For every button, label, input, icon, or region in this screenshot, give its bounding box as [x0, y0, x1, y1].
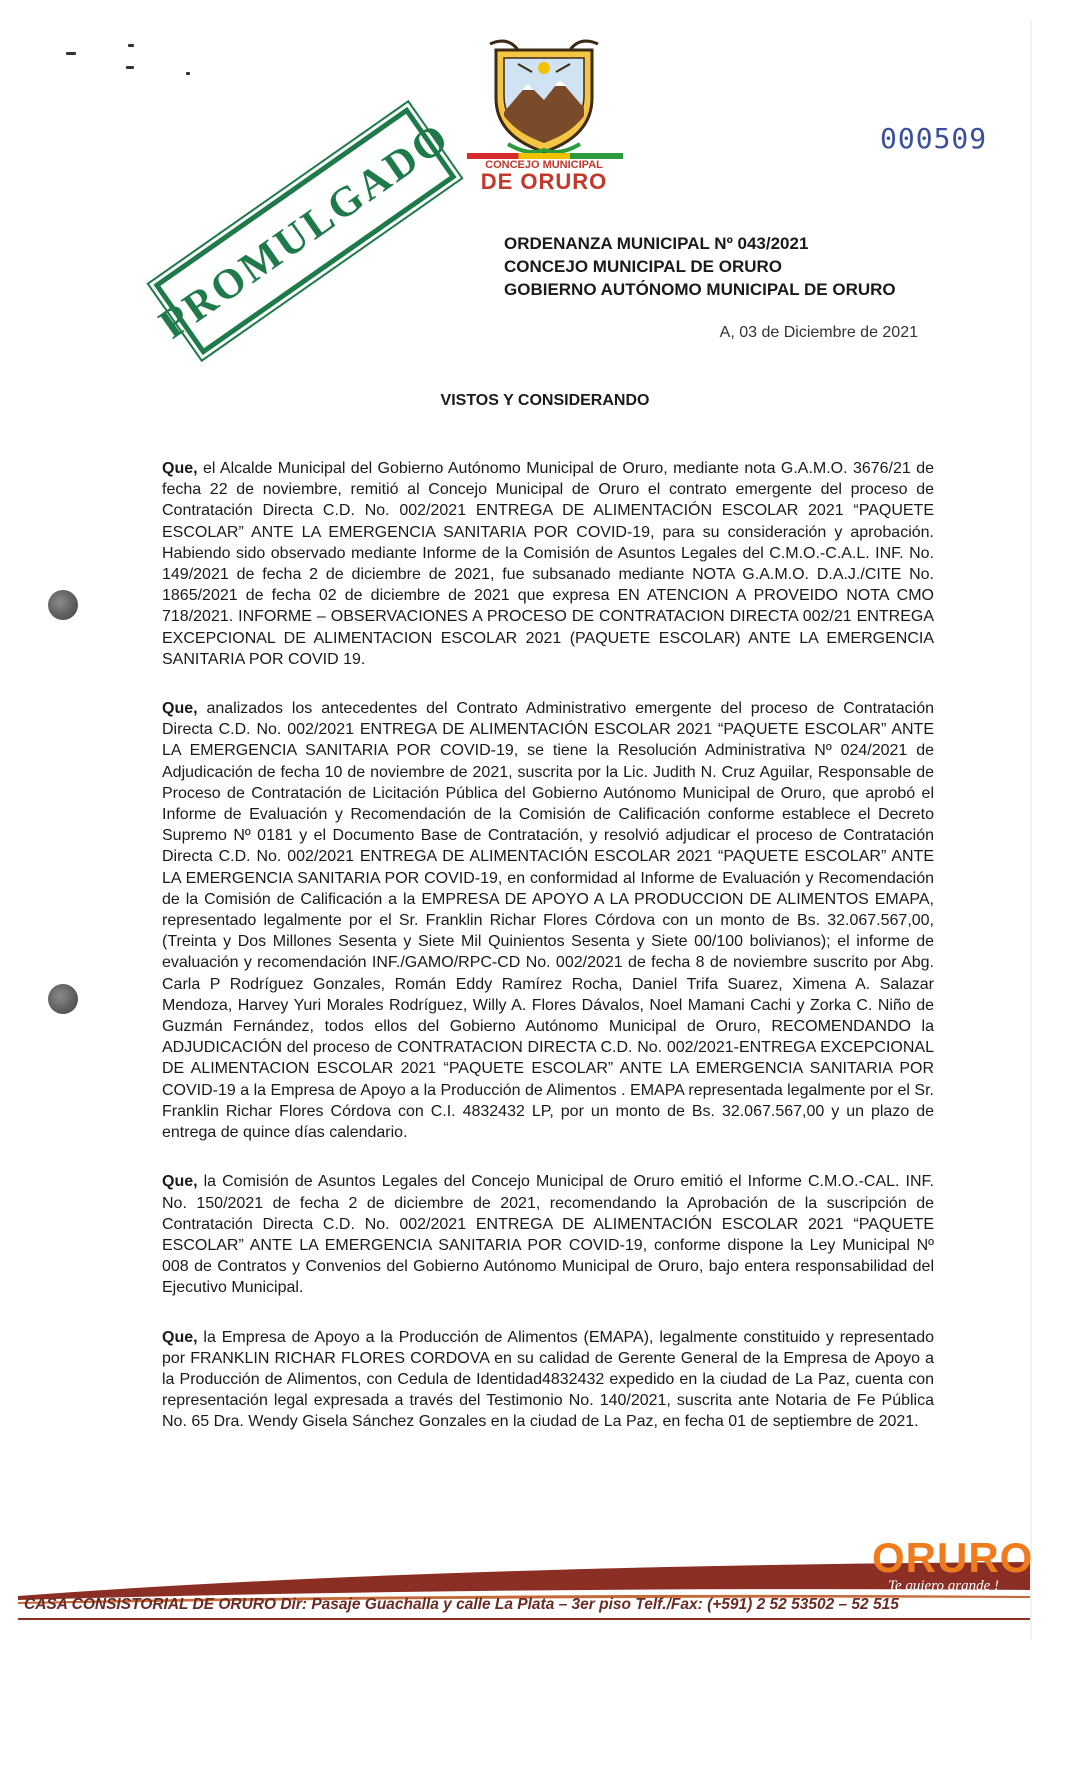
footer-address: CASA CONSISTORIAL DE ORURO Dir: Pasaje Guachalla y calle La Plata – 3er piso Telf./Fax: (+591) 2 52 53502 – 52 515: [24, 1596, 899, 1613]
paragraph-lead: Que,: [162, 1173, 198, 1191]
paragraph-text: analizados los antecedentes del Contrato Administrativo emergente del proceso de Contratación Directa C.D. No. 002/2021 ENTREGA DE ALIMENTACIÓN ESCOLAR 2021 “PAQUETE ESCOLAR” ANTE LA EMERGENCIA SANITARIA POR COVID-19, se tiene la Resolución Administrativa Nº 024/2021 de Adjudicación de fecha 10 de noviembre de 2021, suscrita por la Lic. Judith N. Cruz Aguilar, Responsable de Proceso de Contratación de Licitación Pública del Gobierno Autónomo Municipal de Oruro, que aprobó el Informe de Evaluación y Recomendación de la Comisión de Calificación conforme establece el Decreto Supremo Nº 0181 y el Documento Base de Contratación, y resolvió adjudicar el proceso de Contratación Directa C.D. No. 002/2021 ENTREGA DE ALIMENTACIÓN ESCOLAR 2021 “PAQUETE ESCOLAR” ANTE LA EMERGENCIA SANITARIA POR COVID-19, en conformidad al Informe de Evaluación y Recomendación de la Comisión de Calificación a la EMPRESA DE APOYO A LA PRODUCCION DE ALIMENTOS EMAPA, representado legalmente por el Sr. Franklin Richar Flores Córdova con un monto de Bs. 32.067.567,00, (Treinta y Dos Millones Sesenta y Siete Mil Quinientos Sesenta y Siete 00/100 bolivianos); el informe de evaluación y recomendación INF./GAMO/RPC-CD No. 002/2021 de fecha 8 de noviembre suscrito por Abg. Carla P Rodríguez Gonzales, Román Eddy Ramírez Rocha, Daniel Trifa Suarez, Ximena A. Salazar Mendoza, Harvey Yuri Morales Rodríguez, Willy A. Flores Dávalos, Noel Mamani Cachi y Zorka C. Niño de Guzmán Fernández, todos ellos del Gobierno Autónomo Municipal de Oruro, RECOMENDANDO la ADJUDICACIÓN del proceso de CONTRATACION DIRECTA C.D. No. 002/2021-ENTREGA EXCEPCIONAL DE ALIMENTACION ESCOLAR 2021 “PAQUETE ESCOLAR” ANTE LA EMERGENCIA SANITARIA POR COVID-19 a la Empresa de Apoyo a la Producción de Alimentos . EMAPA representada legalmente por el Sr. Franklin Richar Flores Córdova con C.I. 4832432 LP, por un monto de Bs. 32.067.567,00 y un plazo de entrega de quince días calendario.: [162, 700, 934, 1142]
council-logo-text: [464, 160, 624, 193]
paragraph-text: la Empresa de Apoyo a la Producción de Alimentos (EMAPA), legalmente constituido y representado por FRANKLIN RICHAR FLORES CORDOVA en su calidad de Gerente General de la Empresa de Apoyo a la Producción de Alimentos, con Cedula de Identidad4832432 expedido en la ciudad de La Paz, cuenta con representación legal expresada a través del Testimonio No. 140/2021, suscrita ante Notaria de Fe Pública No. 65 Dra. Wendy Gisela Sánchez Gonzales en la ciudad de La Paz, en fecha 01 de septiembre de 2021.: [162, 1328, 934, 1431]
council-logo-line1: CONCEJO MUNICIPAL: [485, 159, 603, 171]
considerando-paragraph: [162, 458, 934, 670]
section-title: VISTOS Y CONSIDERANDO: [440, 392, 650, 409]
pen-mark: [126, 66, 134, 69]
ordinance-number: ORDENANZA MUNICIPAL Nº 043/2021: [504, 234, 809, 253]
council-logo-line2: DE ORURO: [480, 169, 608, 194]
considerando-paragraph: [162, 698, 934, 1143]
council-name: CONCEJO MUNICIPAL DE ORURO: [504, 257, 783, 276]
paragraph-text: la Comisión de Asuntos Legales del Concejo Municipal de Oruro emitió el Informe C.M.O.-CAL. INF. No. 150/2021 de fecha 2 de diciembre de 2021, recomendando la Aprobación de la suscripción de Contratación Directa C.D. No. 002/2021 ENTREGA DE ALIMENTACIÓN ESCOLAR 2021 “PAQUETE ESCOLAR” ANTE LA EMERGENCIA SANITARIA POR COVID-19, conforme dispone la Ley Municipal Nº 008 de Contratos y Convenios del Gobierno Autónomo Municipal de Oruro, bajo entera responsabilidad del Ejecutivo Municipal.: [162, 1173, 934, 1297]
oruro-logo: ORURO: [872, 1534, 1034, 1581]
document-date: A, 03 de Diciembre de 2021: [719, 324, 918, 341]
oruro-slogan: Te quiero grande !: [888, 1578, 999, 1594]
binder-hole-bottom: [48, 984, 78, 1014]
ordinance-header: [504, 232, 896, 301]
pen-mark: [128, 44, 134, 47]
promulgado-stamp: PROMULGADO: [153, 107, 456, 355]
government-name: GOBIERNO AUTÓNOMO MUNICIPAL DE ORURO: [504, 280, 896, 299]
paragraph-text: el Alcalde Municipal del Gobierno Autónomo Municipal de Oruro, mediante nota G.A.M.O. 3676/21 de fecha 22 de noviembre, remitió al Concejo Municipal de Oruro el contrato emergente del proceso de Contratación Directa C.D. No. 002/2021 ENTREGA DE ALIMENTACIÓN ESCOLAR 2021 “PAQUETE ESCOLAR” ANTE LA EMERGENCIA SANITARIA POR COVID-19, para su consideración y aprobación. Habiendo sido observado mediante Informe de la Comisión de Asuntos Legales del C.M.O.-C.A.L. INF. No. 149/2021 de fecha 2 de diciembre de 2021, fue subsanado mediante NOTA G.A.M.O. D.A.J./CITE No. 1865/2021 de fecha 02 de diciembre de 2021 que expresa EN ATENCION A PROVEIDO NOTA CMO 718/2021. INFORME – OBSERVACIONES A PROCESO DE CONTRATACION DIRECTA 002/21 ENTREGA EXCEPCIONAL DE ALIMENTACION ESCOLAR 2021 (PAQUETE ESCOLAR) ANTE LA EMERGENCIA SANITARIA POR COVID 19.: [162, 460, 934, 668]
considerando-paragraph: [162, 1171, 934, 1298]
page-number-stamp: 000509: [880, 122, 988, 155]
paragraph-lead: Que,: [162, 700, 198, 718]
paragraph-lead: Que,: [162, 1328, 198, 1346]
considerando-paragraph: [162, 1327, 934, 1433]
binder-hole-top: [48, 590, 78, 620]
document-body: [162, 458, 934, 1461]
pen-mark: [66, 52, 76, 55]
pen-mark: [186, 72, 190, 75]
footer-divider: [18, 1618, 1030, 1620]
page-edge: [1030, 20, 1032, 1640]
coat-of-arms-icon: [488, 36, 600, 156]
paragraph-lead: Que,: [162, 460, 198, 477]
